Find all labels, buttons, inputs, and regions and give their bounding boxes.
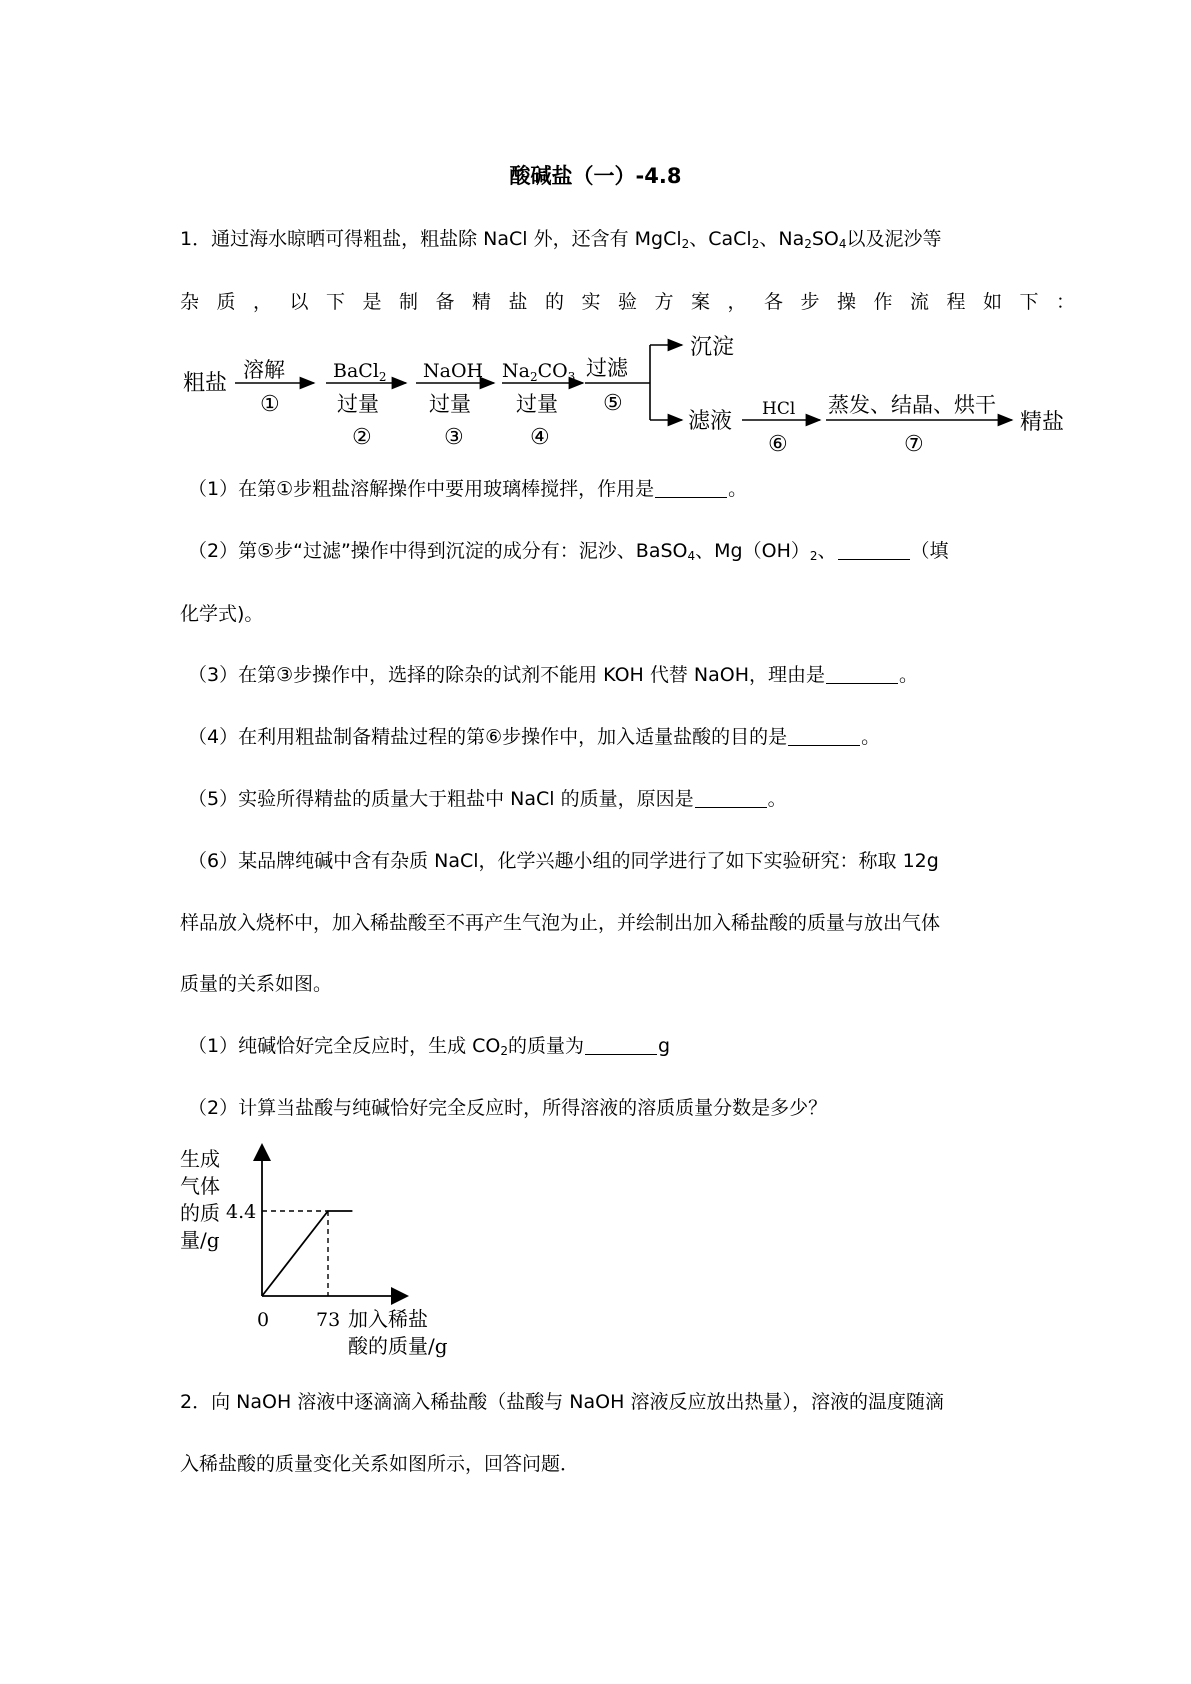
chart-x-label-1: 加入稀盐	[348, 1307, 428, 1331]
part-6-sub-2: （2）计算当盐酸与纯碱恰好完全反应时，所得溶液的溶质质量分数是多少？	[188, 1097, 828, 1119]
flow-step-3-number: ③	[444, 425, 464, 450]
flow-branch-precipitate: 沉淀	[690, 335, 735, 360]
flow-step-2-excess: 过量	[337, 392, 379, 416]
flow-step-6-number: ⑥	[768, 432, 788, 457]
flow-step-5-label: 过滤	[586, 356, 628, 380]
flow-step-7-number: ⑦	[904, 432, 924, 457]
chart-x-label-2: 酸的质量/g	[348, 1334, 448, 1358]
chart-y-tick-label: 4.4	[226, 1201, 257, 1223]
question-1-line-1: 1．通过海水晾晒可得粗盐，粗盐除 NaCl 外，还含有 MgCl$_2$、CaCl$_2$、$Na_2SO_4$以及泥沙等	[180, 228, 942, 251]
part-1: （1）在第①步粗盐溶解操作中要用玻璃棒搅拌，作用是 。	[188, 478, 748, 500]
part-2-line-1: （2）第⑤步“过滤”操作中得到沉淀的成分有：泥沙、BaSO$_4$、$Mg(OH)_2$、 （填	[188, 540, 949, 563]
flow-diagram	[0, 0, 1191, 470]
chart-y-label-2: 气体	[180, 1174, 220, 1198]
question-2-line-2: 入稀盐酸的质量变化关系如图所示，回答问题．	[180, 1453, 580, 1475]
part-4: （4）在利用粗盐制备精盐过程的第⑥步操作中，加入适量盐酸的目的是 。	[188, 726, 881, 748]
flow-step-6-reagent: HCl	[762, 399, 796, 419]
question-2-line-1: 2．向 NaOH 溶液中逐滴滴入稀盐酸（盐酸与 NaOH 溶液反应放出热量），溶液的温度随滴	[180, 1391, 944, 1413]
part-6-line-2: 样品放入烧杯中，加入稀盐酸至不再产生气泡为止，并绘制出加入稀盐酸的质量与放出气体	[180, 912, 941, 934]
question-1-line-2: 杂质，以下是制备精盐的实验方案，各步操作流程如下：	[180, 291, 1093, 313]
flow-step-2-number: ②	[352, 425, 372, 450]
flow-start: 粗盐	[183, 371, 228, 396]
flow-step-2-reagent: BaCl$_2$	[333, 360, 387, 384]
part-6-line-1: （6）某品牌纯碱中含有杂质 NaCl，化学兴趣小组的同学进行了如下实验研究：称取 12g	[188, 850, 939, 872]
part-6-sub-1: （1）纯碱恰好完全反应时，生成 $CO_2$的质量为 g	[188, 1035, 671, 1058]
chart-y-label-4: 量/g	[180, 1228, 220, 1252]
flow-step-7-label: 蒸发、结晶、烘干	[828, 393, 996, 417]
flow-branch-filtrate: 滤液	[688, 409, 733, 434]
part-2-line-2: 化学式)。	[180, 603, 264, 625]
part-6-line-3: 质量的关系如图。	[180, 973, 333, 995]
flow-step-4-excess: 过量	[516, 392, 558, 416]
part-5: （5）实验所得精盐的质量大于粗盐中 NaCl 的质量，原因是 。	[188, 788, 787, 810]
flow-step-4-number: ④	[530, 425, 550, 450]
flow-step-3-excess: 过量	[429, 392, 471, 416]
part-3: （3）在第③步操作中，选择的除杂的试剂不能用 KOH 代替 NaOH，理由是 。	[188, 664, 919, 686]
flow-step-1-label: 溶解	[243, 358, 285, 382]
flow-step-4-reagent: $Na_2CO_3$	[502, 360, 576, 384]
chart-y-label-3: 的质	[180, 1201, 220, 1225]
chart-x-tick-label: 73	[316, 1309, 341, 1331]
chart-series-line	[262, 1211, 352, 1296]
flow-step-5-number: ⑤	[603, 391, 623, 416]
flow-step-1-number: ①	[260, 392, 280, 417]
chart-origin-label: 0	[257, 1309, 270, 1331]
flow-step-3-reagent: NaOH	[423, 360, 484, 382]
page-title: 酸碱盐（一）-4.8	[509, 164, 682, 188]
flow-end: 精盐	[1020, 410, 1065, 435]
chart-y-label-1: 生成	[180, 1147, 220, 1171]
